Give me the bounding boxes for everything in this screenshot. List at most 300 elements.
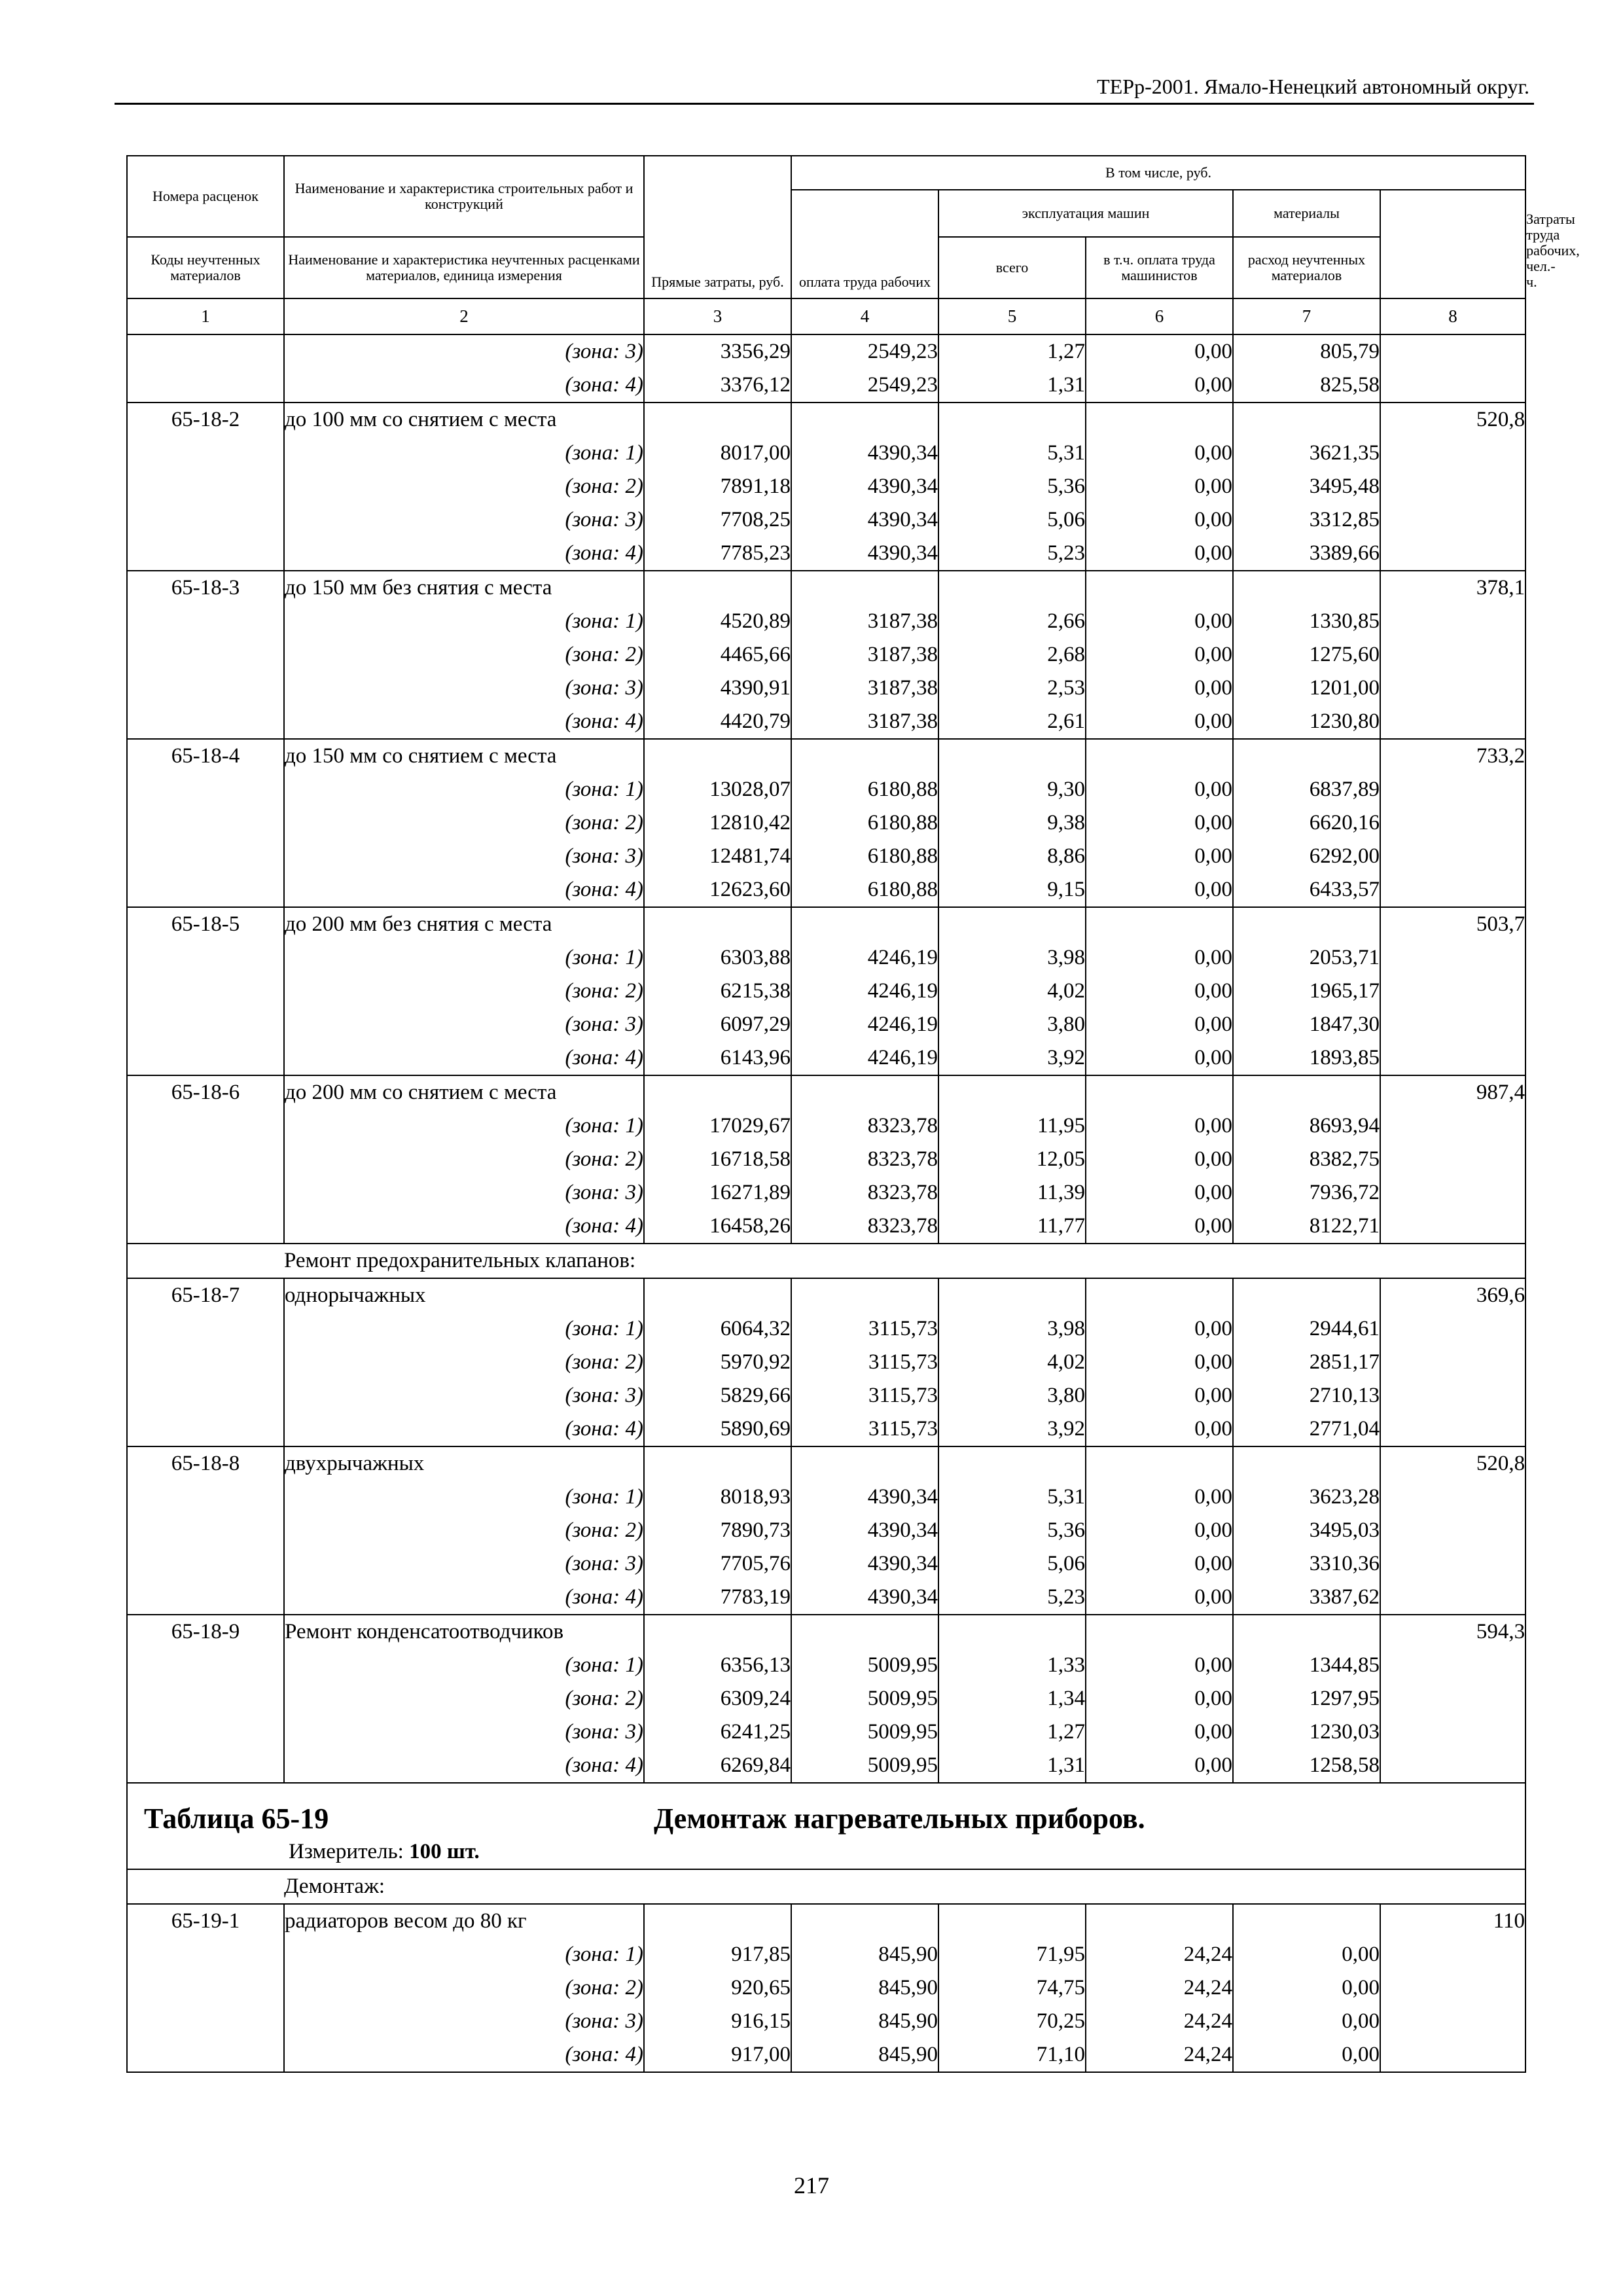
empty-cell bbox=[938, 907, 1086, 941]
table-row bbox=[127, 503, 1525, 537]
header-col5: всего bbox=[938, 237, 1086, 298]
labor-pay: 5009,95 bbox=[791, 1749, 938, 1783]
empty-cell bbox=[1086, 1278, 1233, 1312]
empty-cell bbox=[1380, 1176, 1525, 1210]
empty-cell bbox=[1380, 537, 1525, 571]
empty-cell bbox=[1233, 907, 1380, 941]
page-number: 217 bbox=[794, 2172, 829, 2198]
empty-cell bbox=[1086, 739, 1233, 773]
direct-cost: 16271,89 bbox=[644, 1176, 791, 1210]
machines-total: 71,10 bbox=[938, 2038, 1086, 2072]
zone-label: (зона: 1) bbox=[284, 1938, 644, 1971]
labor-pay: 845,90 bbox=[791, 1971, 938, 2005]
materials-cost: 3312,85 bbox=[1233, 503, 1380, 537]
empty-cell bbox=[938, 571, 1086, 605]
direct-cost: 16718,58 bbox=[644, 1143, 791, 1176]
labor-pay: 3115,73 bbox=[791, 1379, 938, 1412]
machinist-pay: 0,00 bbox=[1086, 1346, 1233, 1379]
table-row bbox=[127, 1176, 1525, 1210]
machinist-pay: 0,00 bbox=[1086, 705, 1233, 739]
machines-total: 5,31 bbox=[938, 1480, 1086, 1514]
machinist-pay: 0,00 bbox=[1086, 1041, 1233, 1075]
machines-total: 3,98 bbox=[938, 1312, 1086, 1346]
machines-total: 74,75 bbox=[938, 1971, 1086, 2005]
header-col7: расход неучтенных материалов bbox=[1233, 237, 1380, 298]
table-row bbox=[127, 1312, 1525, 1346]
empty-cell bbox=[1233, 739, 1380, 773]
machinist-pay: 24,24 bbox=[1086, 2038, 1233, 2072]
materials-cost: 0,00 bbox=[1233, 2038, 1380, 2072]
machinist-pay: 0,00 bbox=[1086, 1749, 1233, 1783]
empty-cell bbox=[644, 739, 791, 773]
labor-pay: 4246,19 bbox=[791, 1008, 938, 1041]
labor-cost: 110 bbox=[1380, 1904, 1525, 1938]
empty-cell bbox=[1380, 1547, 1525, 1581]
column-number: 3 bbox=[644, 298, 791, 334]
empty-cell bbox=[1380, 605, 1525, 638]
materials-cost: 0,00 bbox=[1233, 1938, 1380, 1971]
rate-description: до 200 мм без снятия с места bbox=[284, 907, 644, 941]
labor-pay: 5009,95 bbox=[791, 1682, 938, 1715]
empty-cell bbox=[791, 1446, 938, 1480]
table-row bbox=[127, 1547, 1525, 1581]
table-row bbox=[127, 1446, 1525, 1480]
machines-total: 11,77 bbox=[938, 1210, 1086, 1244]
empty-cell bbox=[791, 739, 938, 773]
labor-pay: 5009,95 bbox=[791, 1715, 938, 1749]
labor-pay: 3115,73 bbox=[791, 1346, 938, 1379]
direct-cost: 8018,93 bbox=[644, 1480, 791, 1514]
zone-label: (зона: 1) bbox=[284, 941, 644, 975]
rate-code: 65-18-6 bbox=[127, 1075, 284, 1109]
labor-pay: 845,90 bbox=[791, 1938, 938, 1971]
materials-cost: 3495,48 bbox=[1233, 470, 1380, 503]
empty-cell bbox=[644, 1904, 791, 1938]
empty-cell bbox=[1086, 403, 1233, 437]
materials-cost: 2710,13 bbox=[1233, 1379, 1380, 1412]
machines-total: 3,80 bbox=[938, 1379, 1086, 1412]
empty-cell bbox=[1233, 1904, 1380, 1938]
empty-cell bbox=[1380, 1715, 1525, 1749]
table-row bbox=[127, 1581, 1525, 1615]
machines-total: 5,23 bbox=[938, 537, 1086, 571]
table-row bbox=[127, 840, 1525, 873]
zone-label: (зона: 4) bbox=[284, 873, 644, 907]
machines-total: 1,31 bbox=[938, 1749, 1086, 1783]
machines-total: 3,92 bbox=[938, 1041, 1086, 1075]
materials-cost: 3387,62 bbox=[1233, 1581, 1380, 1615]
materials-cost: 2771,04 bbox=[1233, 1412, 1380, 1446]
rate-code: 65-18-8 bbox=[127, 1446, 284, 1480]
labor-pay: 4246,19 bbox=[791, 1041, 938, 1075]
materials-cost: 825,58 bbox=[1233, 368, 1380, 403]
empty-cell bbox=[127, 873, 284, 907]
empty-cell bbox=[938, 1904, 1086, 1938]
materials-cost: 1201,00 bbox=[1233, 672, 1380, 705]
empty-cell bbox=[1086, 1075, 1233, 1109]
table-row bbox=[127, 2038, 1525, 2072]
empty-cell bbox=[127, 1244, 284, 1278]
materials-cost: 3389,66 bbox=[1233, 537, 1380, 571]
table-row bbox=[127, 1346, 1525, 1379]
direct-cost: 6269,84 bbox=[644, 1749, 791, 1783]
rate-description: двухрычажных bbox=[284, 1446, 644, 1480]
direct-cost: 12623,60 bbox=[644, 873, 791, 907]
machinist-pay: 0,00 bbox=[1086, 1649, 1233, 1682]
labor-pay: 3187,38 bbox=[791, 705, 938, 739]
materials-cost: 1230,80 bbox=[1233, 705, 1380, 739]
empty-cell bbox=[1233, 1278, 1380, 1312]
direct-cost: 4520,89 bbox=[644, 605, 791, 638]
empty-cell bbox=[1380, 840, 1525, 873]
rate-description: однорычажных bbox=[284, 1278, 644, 1312]
empty-cell bbox=[127, 1715, 284, 1749]
header-machines: эксплуатация машин bbox=[938, 190, 1233, 237]
machinist-pay: 0,00 bbox=[1086, 334, 1233, 368]
zone-label: (зона: 2) bbox=[284, 806, 644, 840]
table-row bbox=[127, 773, 1525, 806]
header-col2-top: Наименование и характеристика строительных работ и конструкций bbox=[284, 156, 644, 237]
machinist-pay: 0,00 bbox=[1086, 503, 1233, 537]
labor-pay: 6180,88 bbox=[791, 806, 938, 840]
measure-label: Измеритель: bbox=[289, 1840, 404, 1863]
empty-cell bbox=[1233, 1446, 1380, 1480]
direct-cost: 3376,12 bbox=[644, 368, 791, 403]
table-row bbox=[127, 1938, 1525, 1971]
table-row bbox=[127, 334, 1525, 368]
empty-cell bbox=[127, 1210, 284, 1244]
zone-label: (зона: 3) bbox=[284, 1379, 644, 1412]
empty-cell bbox=[127, 1971, 284, 2005]
empty-cell bbox=[1380, 2005, 1525, 2038]
materials-cost: 6620,16 bbox=[1233, 806, 1380, 840]
section-row bbox=[127, 1869, 1525, 1904]
direct-cost: 8017,00 bbox=[644, 437, 791, 470]
header-materials: материалы bbox=[1233, 190, 1380, 237]
materials-cost: 2851,17 bbox=[1233, 1346, 1380, 1379]
labor-pay: 5009,95 bbox=[791, 1649, 938, 1682]
labor-pay: 4390,34 bbox=[791, 537, 938, 571]
table-row bbox=[127, 437, 1525, 470]
machinist-pay: 0,00 bbox=[1086, 773, 1233, 806]
zone-label: (зона: 4) bbox=[284, 1412, 644, 1446]
empty-cell bbox=[1380, 1109, 1525, 1143]
direct-cost: 6064,32 bbox=[644, 1312, 791, 1346]
header-col2-bottom: Наименование и характеристика неучтенных расценками материалов, единица измерения bbox=[284, 237, 644, 298]
empty-cell bbox=[1380, 2038, 1525, 2072]
empty-cell bbox=[1380, 1008, 1525, 1041]
table-row bbox=[127, 1041, 1525, 1075]
labor-pay: 845,90 bbox=[791, 2038, 938, 2072]
empty-cell bbox=[791, 1904, 938, 1938]
header-col1-top: Номера расценок bbox=[127, 156, 284, 237]
empty-cell bbox=[127, 672, 284, 705]
zone-label: (зона: 2) bbox=[284, 638, 644, 672]
table-row bbox=[127, 975, 1525, 1008]
zone-label: (зона: 2) bbox=[284, 470, 644, 503]
empty-cell bbox=[1086, 1615, 1233, 1649]
empty-cell bbox=[1233, 403, 1380, 437]
empty-cell bbox=[1380, 941, 1525, 975]
labor-pay: 8323,78 bbox=[791, 1143, 938, 1176]
machines-total: 3,80 bbox=[938, 1008, 1086, 1041]
empty-cell bbox=[644, 907, 791, 941]
machinist-pay: 0,00 bbox=[1086, 1109, 1233, 1143]
zone-label: (зона: 2) bbox=[284, 1682, 644, 1715]
machines-total: 2,61 bbox=[938, 705, 1086, 739]
empty-cell bbox=[1380, 1649, 1525, 1682]
materials-cost: 2944,61 bbox=[1233, 1312, 1380, 1346]
table-row bbox=[127, 739, 1525, 773]
labor-pay: 4390,34 bbox=[791, 503, 938, 537]
labor-cost: 987,4 bbox=[1380, 1075, 1525, 1109]
table-row bbox=[127, 705, 1525, 739]
table-row bbox=[127, 1649, 1525, 1682]
machinist-pay: 0,00 bbox=[1086, 873, 1233, 907]
empty-cell bbox=[127, 1379, 284, 1412]
materials-cost: 1330,85 bbox=[1233, 605, 1380, 638]
zone-label: (зона: 4) bbox=[284, 1041, 644, 1075]
empty-cell bbox=[127, 1547, 284, 1581]
empty-cell bbox=[1380, 1938, 1525, 1971]
table-row bbox=[127, 2005, 1525, 2038]
direct-cost: 7890,73 bbox=[644, 1514, 791, 1547]
direct-cost: 4465,66 bbox=[644, 638, 791, 672]
materials-cost: 1847,30 bbox=[1233, 1008, 1380, 1041]
section-heading: Демонтаж: bbox=[284, 1869, 1525, 1904]
rate-description: радиаторов весом до 80 кг bbox=[284, 1904, 644, 1938]
direct-cost: 7891,18 bbox=[644, 470, 791, 503]
empty-cell bbox=[127, 1041, 284, 1075]
machinist-pay: 0,00 bbox=[1086, 840, 1233, 873]
table-row bbox=[127, 1210, 1525, 1244]
machines-total: 5,06 bbox=[938, 503, 1086, 537]
machines-total: 4,02 bbox=[938, 975, 1086, 1008]
materials-cost: 1344,85 bbox=[1233, 1649, 1380, 1682]
empty-cell bbox=[791, 1615, 938, 1649]
empty-cell bbox=[644, 1615, 791, 1649]
labor-pay: 4390,34 bbox=[791, 437, 938, 470]
machines-total: 5,36 bbox=[938, 1514, 1086, 1547]
empty-cell bbox=[1380, 503, 1525, 537]
machines-total: 1,31 bbox=[938, 368, 1086, 403]
table-row bbox=[127, 638, 1525, 672]
empty-cell bbox=[1380, 1379, 1525, 1412]
materials-cost: 8693,94 bbox=[1233, 1109, 1380, 1143]
machinist-pay: 24,24 bbox=[1086, 1938, 1233, 1971]
empty-cell bbox=[127, 1143, 284, 1176]
empty-cell bbox=[1380, 638, 1525, 672]
rate-code: 65-18-3 bbox=[127, 571, 284, 605]
zone-label: (зона: 1) bbox=[284, 773, 644, 806]
empty-cell bbox=[127, 1938, 284, 1971]
machinist-pay: 0,00 bbox=[1086, 1547, 1233, 1581]
empty-cell bbox=[127, 638, 284, 672]
column-number: 2 bbox=[284, 298, 644, 334]
machines-total: 2,53 bbox=[938, 672, 1086, 705]
direct-cost: 917,00 bbox=[644, 2038, 791, 2072]
empty-cell bbox=[1380, 705, 1525, 739]
rate-code: 65-19-1 bbox=[127, 1904, 284, 1938]
zone-label: (зона: 2) bbox=[284, 1971, 644, 2005]
machinist-pay: 0,00 bbox=[1086, 1682, 1233, 1715]
materials-cost: 3495,03 bbox=[1233, 1514, 1380, 1547]
direct-cost: 6303,88 bbox=[644, 941, 791, 975]
zone-label: (зона: 3) bbox=[284, 840, 644, 873]
column-number: 7 bbox=[1233, 298, 1380, 334]
empty-cell bbox=[938, 1278, 1086, 1312]
empty-cell bbox=[127, 1869, 284, 1904]
table-row bbox=[127, 672, 1525, 705]
machines-total: 1,34 bbox=[938, 1682, 1086, 1715]
machines-total: 8,86 bbox=[938, 840, 1086, 873]
machines-total: 2,68 bbox=[938, 638, 1086, 672]
empty-cell bbox=[1086, 1446, 1233, 1480]
zone-label: (зона: 3) bbox=[284, 1547, 644, 1581]
zone-label: (зона: 4) bbox=[284, 1581, 644, 1615]
direct-cost: 5970,92 bbox=[644, 1346, 791, 1379]
labor-pay: 4390,34 bbox=[791, 470, 938, 503]
header-col6: в т.ч. оплата труда машинистов bbox=[1086, 237, 1233, 298]
labor-pay: 3187,38 bbox=[791, 672, 938, 705]
header-rule bbox=[115, 103, 1534, 105]
empty-cell bbox=[127, 941, 284, 975]
direct-cost: 7708,25 bbox=[644, 503, 791, 537]
direct-cost: 4420,79 bbox=[644, 705, 791, 739]
materials-cost: 3621,35 bbox=[1233, 437, 1380, 470]
direct-cost: 17029,67 bbox=[644, 1109, 791, 1143]
column-number: 4 bbox=[791, 298, 938, 334]
labor-cost: 503,7 bbox=[1380, 907, 1525, 941]
machines-total: 5,36 bbox=[938, 470, 1086, 503]
direct-cost: 12481,74 bbox=[644, 840, 791, 873]
direct-cost: 916,15 bbox=[644, 2005, 791, 2038]
empty-cell bbox=[938, 1446, 1086, 1480]
labor-pay: 8323,78 bbox=[791, 1210, 938, 1244]
rates-table bbox=[126, 155, 1580, 2073]
empty-cell bbox=[1380, 1514, 1525, 1547]
direct-cost: 6215,38 bbox=[644, 975, 791, 1008]
machines-total: 1,27 bbox=[938, 334, 1086, 368]
column-number: 8 bbox=[1380, 298, 1525, 334]
empty-cell bbox=[127, 2005, 284, 2038]
empty-cell bbox=[127, 975, 284, 1008]
empty-cell bbox=[127, 503, 284, 537]
direct-cost: 13028,07 bbox=[644, 773, 791, 806]
zone-label: (зона: 3) bbox=[284, 1008, 644, 1041]
labor-pay: 4390,34 bbox=[791, 1547, 938, 1581]
table-row bbox=[127, 1749, 1525, 1783]
labor-cost: 378,1 bbox=[1380, 571, 1525, 605]
empty-cell bbox=[644, 1446, 791, 1480]
empty-cell bbox=[1380, 1581, 1525, 1615]
machinist-pay: 0,00 bbox=[1086, 1176, 1233, 1210]
table-row bbox=[127, 1715, 1525, 1749]
empty-cell bbox=[1380, 1749, 1525, 1783]
column-number: 6 bbox=[1086, 298, 1233, 334]
machines-total: 70,25 bbox=[938, 2005, 1086, 2038]
zone-label: (зона: 3) bbox=[284, 2005, 644, 2038]
empty-cell bbox=[127, 1312, 284, 1346]
empty-cell bbox=[127, 334, 284, 368]
rate-code: 65-18-9 bbox=[127, 1615, 284, 1649]
table-row bbox=[127, 1514, 1525, 1547]
table-row bbox=[127, 605, 1525, 638]
labor-pay: 3187,38 bbox=[791, 638, 938, 672]
empty-cell bbox=[791, 403, 938, 437]
machines-total: 4,02 bbox=[938, 1346, 1086, 1379]
column-number: 1 bbox=[127, 298, 284, 334]
labor-pay: 4246,19 bbox=[791, 975, 938, 1008]
materials-cost: 805,79 bbox=[1233, 334, 1380, 368]
empty-cell bbox=[127, 537, 284, 571]
empty-cell bbox=[127, 773, 284, 806]
table-row bbox=[127, 907, 1525, 941]
empty-cell bbox=[1380, 1041, 1525, 1075]
zone-label: (зона: 2) bbox=[284, 1143, 644, 1176]
direct-cost: 7783,19 bbox=[644, 1581, 791, 1615]
zone-label: (зона: 1) bbox=[284, 437, 644, 470]
empty-cell bbox=[791, 571, 938, 605]
table-row bbox=[127, 571, 1525, 605]
machinist-pay: 24,24 bbox=[1086, 1971, 1233, 2005]
materials-cost: 1893,85 bbox=[1233, 1041, 1380, 1075]
empty-cell bbox=[938, 739, 1086, 773]
table-row bbox=[127, 1615, 1525, 1649]
zone-label: (зона: 3) bbox=[284, 334, 644, 368]
rate-code: 65-18-2 bbox=[127, 403, 284, 437]
materials-cost: 8122,71 bbox=[1233, 1210, 1380, 1244]
zone-label: (зона: 2) bbox=[284, 1514, 644, 1547]
labor-pay: 845,90 bbox=[791, 2005, 938, 2038]
empty-cell bbox=[1380, 1480, 1525, 1514]
empty-cell bbox=[127, 806, 284, 840]
machines-total: 71,95 bbox=[938, 1938, 1086, 1971]
empty-cell bbox=[644, 1075, 791, 1109]
labor-pay: 3115,73 bbox=[791, 1412, 938, 1446]
direct-cost: 16458,26 bbox=[644, 1210, 791, 1244]
labor-pay: 3115,73 bbox=[791, 1312, 938, 1346]
empty-cell bbox=[791, 907, 938, 941]
materials-cost: 6837,89 bbox=[1233, 773, 1380, 806]
empty-cell bbox=[1380, 806, 1525, 840]
materials-cost: 6292,00 bbox=[1233, 840, 1380, 873]
labor-cost: 520,8 bbox=[1380, 403, 1525, 437]
machines-total: 12,05 bbox=[938, 1143, 1086, 1176]
section-heading: Ремонт предохранительных клапанов: bbox=[284, 1244, 1525, 1278]
materials-cost: 1230,03 bbox=[1233, 1715, 1380, 1749]
empty-cell bbox=[791, 1075, 938, 1109]
table-row bbox=[127, 1904, 1525, 1938]
column-number: 5 bbox=[938, 298, 1086, 334]
materials-cost: 1965,17 bbox=[1233, 975, 1380, 1008]
table-row bbox=[127, 1480, 1525, 1514]
materials-cost: 0,00 bbox=[1233, 2005, 1380, 2038]
rate-description: до 100 мм со снятием с места bbox=[284, 403, 644, 437]
machinist-pay: 0,00 bbox=[1086, 368, 1233, 403]
machines-total: 1,33 bbox=[938, 1649, 1086, 1682]
labor-cost: 733,2 bbox=[1380, 739, 1525, 773]
materials-cost: 8382,75 bbox=[1233, 1143, 1380, 1176]
labor-pay: 6180,88 bbox=[791, 873, 938, 907]
machinist-pay: 0,00 bbox=[1086, 537, 1233, 571]
direct-cost: 12810,42 bbox=[644, 806, 791, 840]
table-row bbox=[127, 1143, 1525, 1176]
empty-cell bbox=[644, 403, 791, 437]
table-row bbox=[127, 1379, 1525, 1412]
machinist-pay: 0,00 bbox=[1086, 1715, 1233, 1749]
labor-cost: 369,6 bbox=[1380, 1278, 1525, 1312]
